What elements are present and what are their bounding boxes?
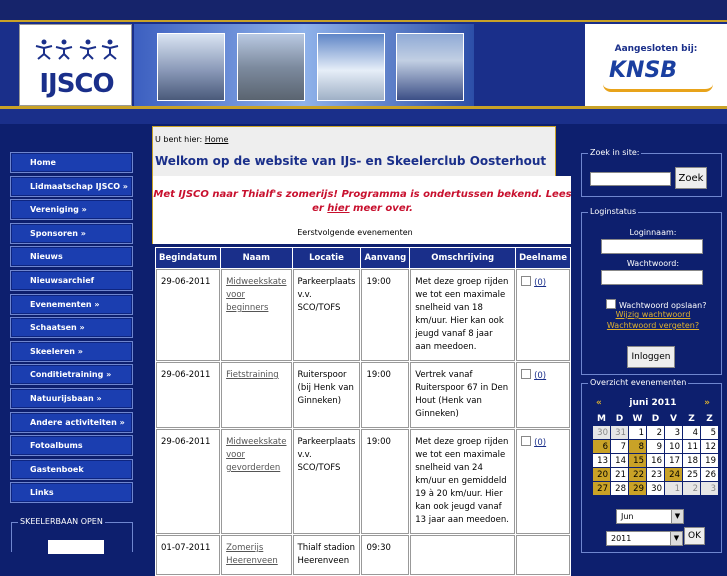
nav-item-11[interactable]: Natuurijsbaan » [10,388,133,409]
events-calendar [581,378,722,553]
event-time: 19:00 [361,429,409,534]
weekday-label: D [615,413,624,424]
chevron-down-icon: ▼ [670,532,682,545]
login-legend: Loginstatus [590,207,637,216]
announcement-link[interactable]: hier [327,203,350,214]
month-select[interactable] [616,509,684,524]
participate-checkbox[interactable] [521,369,531,379]
calendar-day: 31 [611,426,628,439]
main-navigation [10,152,134,506]
nav-item-15[interactable]: Links [10,482,133,503]
table-row [156,429,570,534]
ijsco-logo[interactable] [19,24,132,106]
skater-icon [54,39,74,61]
breadcrumb [155,135,228,144]
calendar-day-event[interactable]: 24 [665,468,682,481]
table-row [156,535,570,575]
announcement [152,176,571,244]
calendar-day-event[interactable]: 29 [629,482,646,495]
event-time: 19:00 [361,362,409,428]
header-top-bar [0,0,727,22]
year-select-value: 2011 [611,534,632,543]
forgot-password-link[interactable]: Wachtwoord vergeten? [606,321,700,330]
table-row [156,269,570,361]
calendar-day: 9 [647,440,664,453]
col-begindatum: Begindatum [156,248,220,268]
calendar-day: 5 [701,426,718,439]
col-deelname: Deelname [516,248,570,268]
event-name [221,429,291,534]
calendar-week [593,440,718,453]
event-description: Met deze groep rijden we tot een maximale snelheid van 18 km/uur. Hier kan ook jeugd vanaf 8 jaar aan meedoen. [410,269,515,361]
calendar-day: 4 [683,426,700,439]
event-location: Thialf stadion Heerenveen [293,535,361,575]
calendar-day: 30 [647,482,664,495]
calendar-day-event[interactable]: 15 [629,454,646,467]
event-location: Ruiterspoor (bij Henk van Ginneken) [293,362,361,428]
calendar-day: 7 [611,440,628,453]
breadcrumb-home-link[interactable]: Home [204,135,229,144]
calendar-month: juni 2011 [629,398,677,408]
announcement-text [153,188,572,216]
calendar-day: 17 [665,454,682,467]
event-date: 29-06-2011 [156,362,220,428]
weekday-label: Z [706,413,713,424]
calendar-day-event[interactable]: 27 [593,482,610,495]
calendar-day: 10 [665,440,682,453]
calendar-day: 2 [647,426,664,439]
announcement-after: meer over. [349,203,413,214]
weekday-label: D [651,413,660,424]
nav-item-6[interactable]: Nieuwsarchief [10,270,133,291]
calendar-day: 11 [683,440,700,453]
calendar-week [593,468,718,481]
event-description: Met deze groep rijden we tot een maximale snelheid van 24 km/uur en gemiddeld 19 à 20 km/uur. Hier kan ook jeugd vanaf 13 jaar aan meedoen. [410,429,515,534]
calendar-day: 16 [647,454,664,467]
col-locatie: Locatie [293,248,361,268]
remember-label: Wachtwoord opslaan? [619,301,707,310]
skeelerbaan-box [11,517,133,552]
knsb-swoosh [603,84,713,92]
calendar-day: 21 [611,468,628,481]
nav-item-1[interactable]: Home [10,152,133,173]
event-date: 29-06-2011 [156,269,220,361]
skeelerbaan-title: SKEELERBAAN OPEN [20,517,103,526]
event-name [221,269,291,361]
col-naam: Naam [221,248,291,268]
username-label: Loginnaam: [629,228,677,237]
search-legend: Zoek in site: [590,148,640,157]
events-heading: Eerstvolgende evenementen [297,228,413,237]
nav-item-8[interactable]: Schaatsen » [10,317,133,338]
event-participation [516,429,570,534]
login-button[interactable]: Inloggen [627,346,675,368]
calendar-day-event[interactable]: 8 [629,440,646,453]
calendar-day: 1 [629,426,646,439]
login-box [581,207,722,375]
site-header [0,0,727,124]
calendar-day: 23 [647,468,664,481]
calendar-grid [592,411,719,496]
nav-item-2[interactable]: Lidmaatschap IJSCO » [10,176,133,197]
col-aanvang: Aanvang [361,248,409,268]
nav-item-5[interactable]: Nieuws [10,246,133,267]
event-location: Parkeerplaats v.v. SCO/TOFS [293,429,361,534]
weekday-label: V [670,413,677,424]
event-location: Parkeerplaats v.v. SCO/TOFS [293,269,361,361]
chevron-down-icon: ▼ [671,510,683,523]
event-description: Vertrek vanaf Ruiterspoor 67 in Den Hout (Henk van Ginneken) [410,362,515,428]
weekday-label: Z [688,413,695,424]
event-date: 01-07-2011 [156,535,220,575]
calendar-day-event[interactable]: 20 [593,468,610,481]
page-title: Welkom op de website van IJs- en Skeelerclub Oosterhout [155,154,547,168]
nav-item-3[interactable]: Vereniging » [10,199,133,220]
event-description [410,535,515,575]
search-box [581,148,722,197]
skeelerbaan-image [48,540,104,554]
year-select[interactable] [606,531,683,546]
nav-item-7[interactable]: Evenementen » [10,294,133,315]
header-bottom-line [0,106,727,109]
event-name-link[interactable]: Midweekskate voor gevorderden [226,437,287,473]
calendar-prev-button[interactable]: « [596,398,602,408]
calendar-day: 13 [593,454,610,467]
calendar-day-event[interactable]: 6 [593,440,610,453]
calendar-day: 19 [701,454,718,467]
natural-ice-photo [317,33,385,101]
participant-count[interactable]: (0) [534,371,547,381]
nav-item-4[interactable]: Sponsoren » [10,223,133,244]
event-name [221,362,291,428]
participate-checkbox[interactable] [521,276,531,286]
calendar-week [593,482,718,495]
calendar-day: 26 [701,468,718,481]
nav-item-10[interactable]: Conditietraining » [10,364,133,385]
calendar-week [593,426,718,439]
col-omschrijving: Omschrijving [410,248,515,268]
calendar-day: 14 [611,454,628,467]
nav-item-14[interactable]: Gastenboek [10,459,133,480]
skater-icon [34,39,54,61]
knsb-logo[interactable]: KNSB [609,58,678,83]
ice-rink-photo [157,33,225,101]
calendar-next-button[interactable]: » [704,398,710,408]
password-input[interactable] [601,270,703,285]
breadcrumb-prefix: U bent hier: [155,135,203,144]
weekday-label: M [597,413,606,424]
calendar-day: 28 [611,482,628,495]
change-password-link[interactable]: Wijzig wachtwoord [615,310,691,319]
calendar-day: 3 [665,426,682,439]
calendar-week [593,454,718,467]
announcement-before: Met IJSCO naar Thialf's zomerijs! Programma is ondertussen bekend. Lees er [153,189,572,214]
event-participation [516,362,570,428]
participate-checkbox[interactable] [521,436,531,446]
participant-count[interactable]: (0) [534,278,547,288]
calendar-day: 18 [683,454,700,467]
search-input[interactable] [590,172,671,186]
calendar-day-event[interactable]: 22 [629,468,646,481]
remember-checkbox[interactable] [606,299,616,309]
logo-text: IJSCO [39,69,114,99]
skeelers-photo [237,33,305,101]
affiliation-label: Aangesloten bij: [614,44,698,54]
password-label: Wachtwoord: [626,259,680,268]
participant-count[interactable]: (0) [534,438,547,448]
calendar-day: 3 [701,482,718,495]
event-name [221,535,291,575]
username-input[interactable] [601,239,703,254]
calendar-day: 25 [683,468,700,481]
event-name-link[interactable]: Midweekskate voor beginners [226,277,287,313]
table-row [156,362,570,428]
event-participation [516,535,570,575]
knsb-panel [585,24,727,106]
group-photo [396,33,464,101]
calendar-legend: Overzicht evenementen [590,378,687,387]
calendar-day: 12 [701,440,718,453]
nav-item-9[interactable]: Skeeleren » [10,341,133,362]
nav-item-13[interactable]: Fotoalbums [10,435,133,456]
event-name-link[interactable]: Zomerijs Heerenveen [226,543,278,566]
calendar-day: 30 [593,426,610,439]
calendar-day: 2 [683,482,700,495]
event-time: 09:30 [361,535,409,575]
events-table [155,247,571,576]
search-button[interactable]: Zoek [675,167,707,189]
main-content [152,126,572,566]
skater-icon [100,39,120,61]
remember-row [606,299,707,310]
event-name-link[interactable]: Fietstraining [226,370,279,380]
event-date: 29-06-2011 [156,429,220,534]
calendar-ok-button[interactable]: OK [684,527,705,545]
skater-icon [78,39,98,61]
event-time: 19:00 [361,269,409,361]
calendar-day: 1 [665,482,682,495]
month-select-value: Jun [621,512,634,521]
weekday-label: W [632,413,643,424]
event-participation [516,269,570,361]
nav-item-12[interactable]: Andere activiteiten » [10,412,133,433]
